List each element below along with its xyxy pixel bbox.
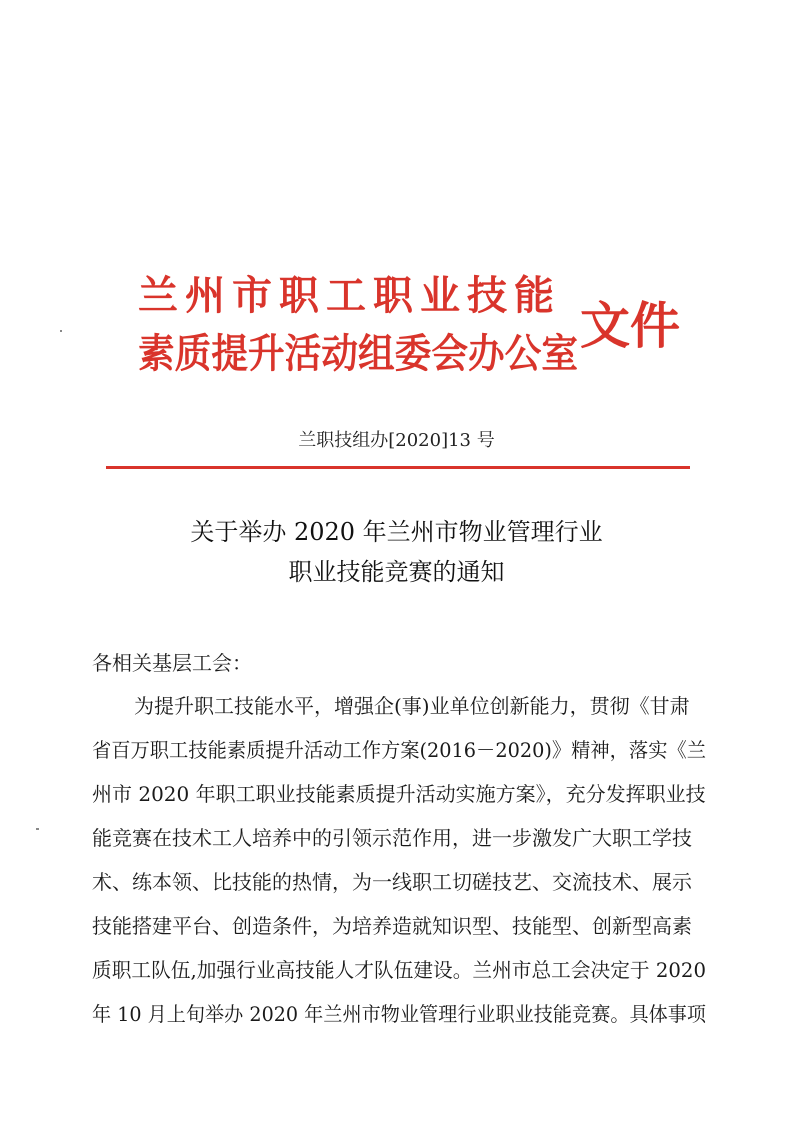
document-type-label: 文件 — [580, 296, 680, 355]
body-line: 州市 2020 年职工职业技能素质提升活动实施方案》，充分发挥职业技 — [92, 782, 706, 806]
red-separator-line — [106, 466, 690, 469]
body-line: 为提升职工技能水平，增强企(事)业单位创新能力，贯彻《甘肃 — [134, 694, 690, 718]
scan-speck — [60, 330, 62, 332]
body-line: 能竞赛在技术工人培养中的引领示范作用，进一步激发广大职工学技 — [92, 826, 692, 850]
body-line: 年 10 月上旬举办 2020 年兰州市物业管理行业职业技能竞赛。具体事项 — [92, 1002, 706, 1026]
body-line: 省百万职工技能素质提升活动工作方案(2016－2020)》精神，落实《兰 — [92, 738, 706, 762]
issuer-name-line-2: 素质提升活动组委会办公室 — [138, 330, 578, 377]
body-line: 质职工队伍,加强行业高技能人才队伍建设。兰州市总工会决定于 2020 — [92, 958, 706, 982]
notice-title-line-2: 职业技能竞赛的通知 — [288, 558, 505, 586]
body-line: 技能搭建平台、创造条件，为培养造就知识型、技能型、创新型高素 — [92, 914, 692, 938]
notice-title-line-1: 关于举办 2020 年兰州市物业管理行业 — [190, 518, 603, 546]
body-line: 术、练本领、比技能的热情，为一线职工切磋技艺、交流技术、展示 — [92, 870, 692, 894]
salutation: 各相关基层工会： — [92, 651, 252, 675]
document-number: 兰职技组办[2020]13 号 — [298, 430, 495, 451]
scan-speck — [36, 828, 39, 830]
issuer-name-line-1: 兰州市职工职业技能 — [138, 272, 561, 319]
